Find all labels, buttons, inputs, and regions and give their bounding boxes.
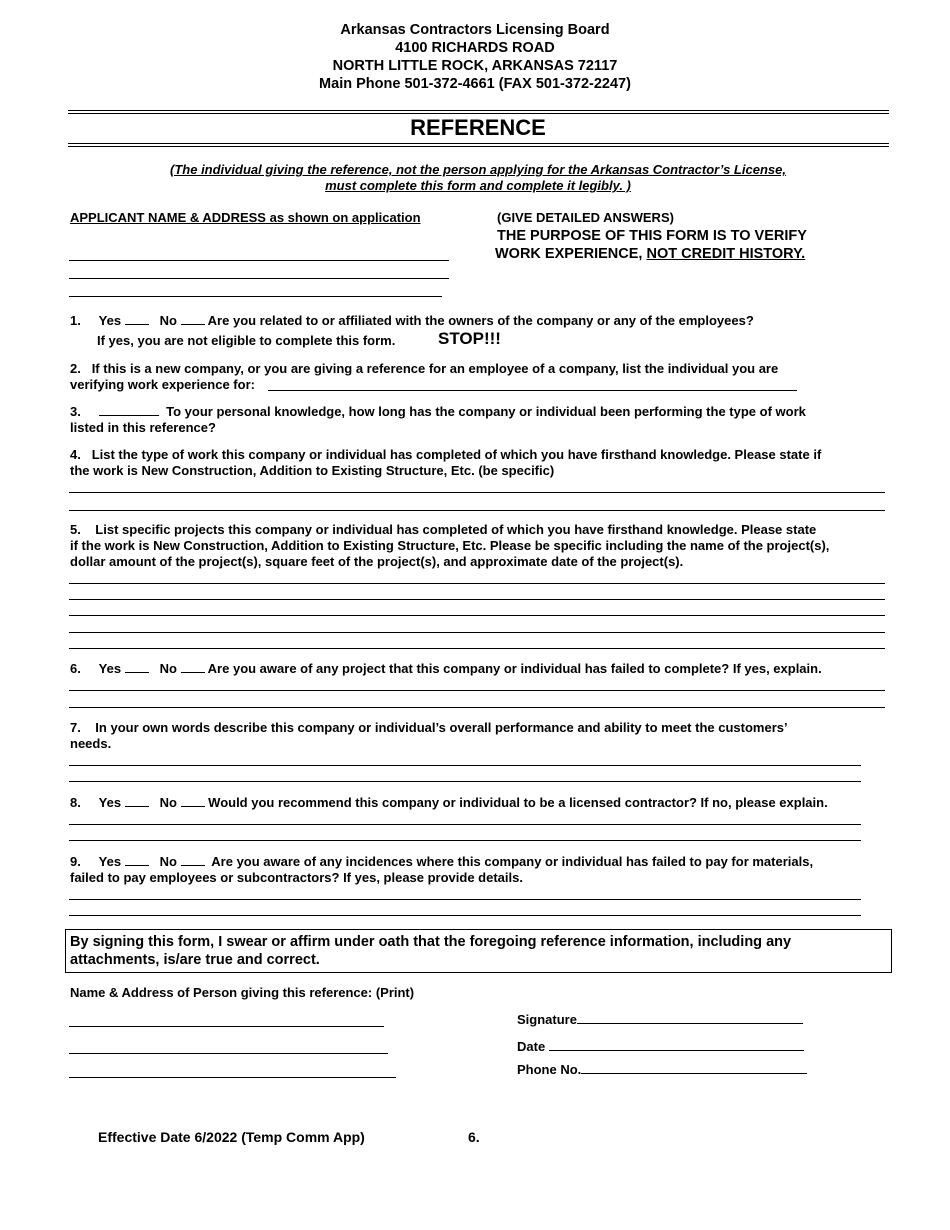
q8-number: 8.: [70, 795, 81, 810]
q7-text-1: In your own words describe this company or individual’s overall performance and ability to meet the customers’: [95, 720, 788, 735]
question-7-line-1: [70, 720, 788, 736]
q2-answer-line[interactable]: [268, 390, 797, 391]
q5-number: 5.: [70, 522, 81, 537]
question-9-line-1: [70, 854, 813, 870]
q3-duration-blank[interactable]: [99, 404, 159, 416]
question-5-line-3: dollar amount of the project(s), square feet of the project(s), and approximate date of the project(s).: [70, 554, 684, 569]
board-phone: Main Phone 501-372-4661 (FAX 501-372-2247): [319, 76, 631, 92]
question-7-line-2: needs.: [70, 736, 112, 751]
q6-answer-line-1[interactable]: [69, 690, 885, 691]
q7-answer-line-1[interactable]: [69, 765, 861, 766]
question-9-line-2: failed to pay employees or subcontractors? If yes, please provide details.: [70, 870, 523, 885]
q5-answer-line-2[interactable]: [69, 599, 885, 600]
phone-field: [517, 1062, 807, 1078]
q6-yes-blank[interactable]: [125, 661, 149, 673]
q7-answer-line-2[interactable]: [69, 781, 861, 782]
applicant-label: APPLICANT NAME & ADDRESS as shown on application: [70, 210, 421, 225]
q5-answer-line-4[interactable]: [69, 632, 885, 633]
board-city: NORTH LITTLE ROCK, ARKANSAS 72117: [332, 58, 618, 74]
q8-no-label: No: [159, 795, 177, 810]
q9-answer-line-1[interactable]: [69, 899, 861, 900]
page-number: 6.: [468, 1129, 480, 1145]
reference-person-label: Name & Address of Person giving this reference: (Print): [70, 985, 415, 1000]
q9-text-1: Are you aware of any incidences where this company or individual has failed to pay for materials,: [211, 854, 814, 869]
q2-text-2: verifying work experience for:: [70, 377, 255, 392]
purpose-prefix: WORK EXPERIENCE,: [495, 246, 647, 262]
q6-no-blank[interactable]: [181, 661, 205, 673]
q9-number: 9.: [70, 854, 81, 869]
q1-text: Are you related to or affiliated with the owners of the company or any of the employees?: [207, 313, 754, 328]
applicant-line-1[interactable]: [69, 260, 449, 261]
q6-answer-line-2[interactable]: [69, 707, 885, 708]
q1-yes-label: Yes: [98, 313, 122, 328]
question-2-line-1: [70, 361, 778, 377]
q9-yes-label: Yes: [98, 854, 122, 869]
title-rule-bottom-1: [68, 143, 889, 144]
q8-text: Would you recommend this company or individual to be a licensed contractor? If no, please explain.: [208, 795, 828, 810]
q7-number: 7.: [70, 720, 81, 735]
title-rule-bottom-2: [68, 146, 889, 147]
date-line[interactable]: [549, 1039, 804, 1051]
q6-yes-label: Yes: [98, 661, 122, 676]
question-3-line-1: [70, 404, 806, 420]
q5-text-1: List specific projects this company or individual has completed of which you have firsthand knowledge. Please state: [95, 522, 817, 537]
question-8: [70, 795, 828, 811]
signature-label: Signature: [517, 1012, 577, 1027]
page-title: REFERENCE: [410, 115, 546, 140]
question-4-line-1: [70, 447, 821, 463]
q5-answer-line-1[interactable]: [69, 583, 885, 584]
stop-warning: STOP!!!: [438, 329, 501, 348]
q9-answer-line-2[interactable]: [69, 915, 861, 916]
signature-field: [517, 1012, 803, 1028]
signature-line[interactable]: [577, 1012, 803, 1024]
board-name: Arkansas Contractors Licensing Board: [340, 22, 610, 38]
q4-number: 4.: [70, 447, 81, 462]
q5-answer-line-5[interactable]: [69, 648, 885, 649]
effective-date: Effective Date 6/2022 (Temp Comm App): [98, 1129, 365, 1145]
phone-line[interactable]: [581, 1062, 807, 1074]
question-4-line-2: the work is New Construction, Addition to Existing Structure, Etc. (be specific): [70, 463, 555, 478]
applicant-line-3[interactable]: [69, 296, 442, 297]
oath-box: [65, 929, 892, 973]
notice-line-2: must complete this form and complete it legibly. ): [325, 178, 631, 193]
notice-line-1: (The individual giving the reference, not the person applying for the Arkansas Contractor’s License,: [170, 162, 786, 177]
q3-number: 3.: [70, 404, 81, 419]
q1-note: If yes, you are not eligible to complete this form.: [97, 333, 396, 348]
q2-number: 2.: [70, 361, 81, 376]
q5-answer-line-3[interactable]: [69, 615, 885, 616]
q8-yes-blank[interactable]: [125, 795, 149, 807]
q4-answer-line-1[interactable]: [69, 492, 885, 493]
question-6: [70, 661, 822, 677]
q8-yes-label: Yes: [98, 795, 122, 810]
q3-text-1: To your personal knowledge, how long has the company or individual been performing the type of work: [166, 404, 806, 419]
phone-label: Phone No.: [517, 1062, 582, 1077]
q1-yes-blank[interactable]: [125, 313, 149, 325]
q1-no-blank[interactable]: [181, 313, 205, 325]
question-1: [70, 313, 754, 329]
question-5-line-2: if the work is New Construction, Addition to Existing Structure, Etc. Please be specific including the name of the project(s),: [70, 538, 830, 553]
reference-address-line-1[interactable]: [69, 1026, 384, 1027]
question-3-line-2: listed in this reference?: [70, 420, 216, 435]
q9-yes-blank[interactable]: [125, 854, 149, 866]
question-5-line-1: [70, 522, 816, 538]
q6-number: 6.: [70, 661, 81, 676]
q8-no-blank[interactable]: [181, 795, 205, 807]
title-rule-top-2: [68, 113, 889, 114]
give-detailed-answers: (GIVE DETAILED ANSWERS): [497, 210, 674, 225]
title-rule-top-1: [68, 110, 889, 111]
reference-address-line-2[interactable]: [69, 1053, 388, 1054]
q6-no-label: No: [159, 661, 177, 676]
q9-no-label: No: [159, 854, 177, 869]
purpose-line-2: [495, 245, 805, 263]
reference-address-line-3[interactable]: [69, 1077, 396, 1078]
q9-no-blank[interactable]: [181, 854, 205, 866]
oath-line-2: attachments, is/are true and correct.: [70, 952, 320, 968]
purpose-line-1: THE PURPOSE OF THIS FORM IS TO VERIFY: [497, 228, 807, 244]
purpose-emphasis: NOT CREDIT HISTORY.: [646, 246, 806, 262]
question-2-line-2: [70, 377, 255, 393]
oath-line-1: By signing this form, I swear or affirm under oath that the foregoing reference information, including any: [70, 934, 792, 950]
applicant-line-2[interactable]: [69, 278, 449, 279]
date-label: Date: [517, 1039, 546, 1054]
q8-answer-line-1[interactable]: [69, 824, 861, 825]
date-field: [517, 1039, 804, 1055]
q4-text-1: List the type of work this company or individual has completed of which you have firsthand knowledge. Please state if: [91, 447, 822, 462]
q8-answer-line-2[interactable]: [69, 840, 861, 841]
board-street: 4100 RICHARDS ROAD: [395, 40, 555, 56]
q1-no-label: No: [159, 313, 177, 328]
q4-answer-line-2[interactable]: [69, 510, 885, 511]
q6-text: Are you aware of any project that this company or individual has failed to complete? If yes, explain.: [207, 661, 822, 676]
q2-text-1: If this is a new company, or you are giving a reference for an employee of a company, list the individual you are: [91, 361, 779, 376]
q1-number: 1.: [70, 313, 81, 328]
